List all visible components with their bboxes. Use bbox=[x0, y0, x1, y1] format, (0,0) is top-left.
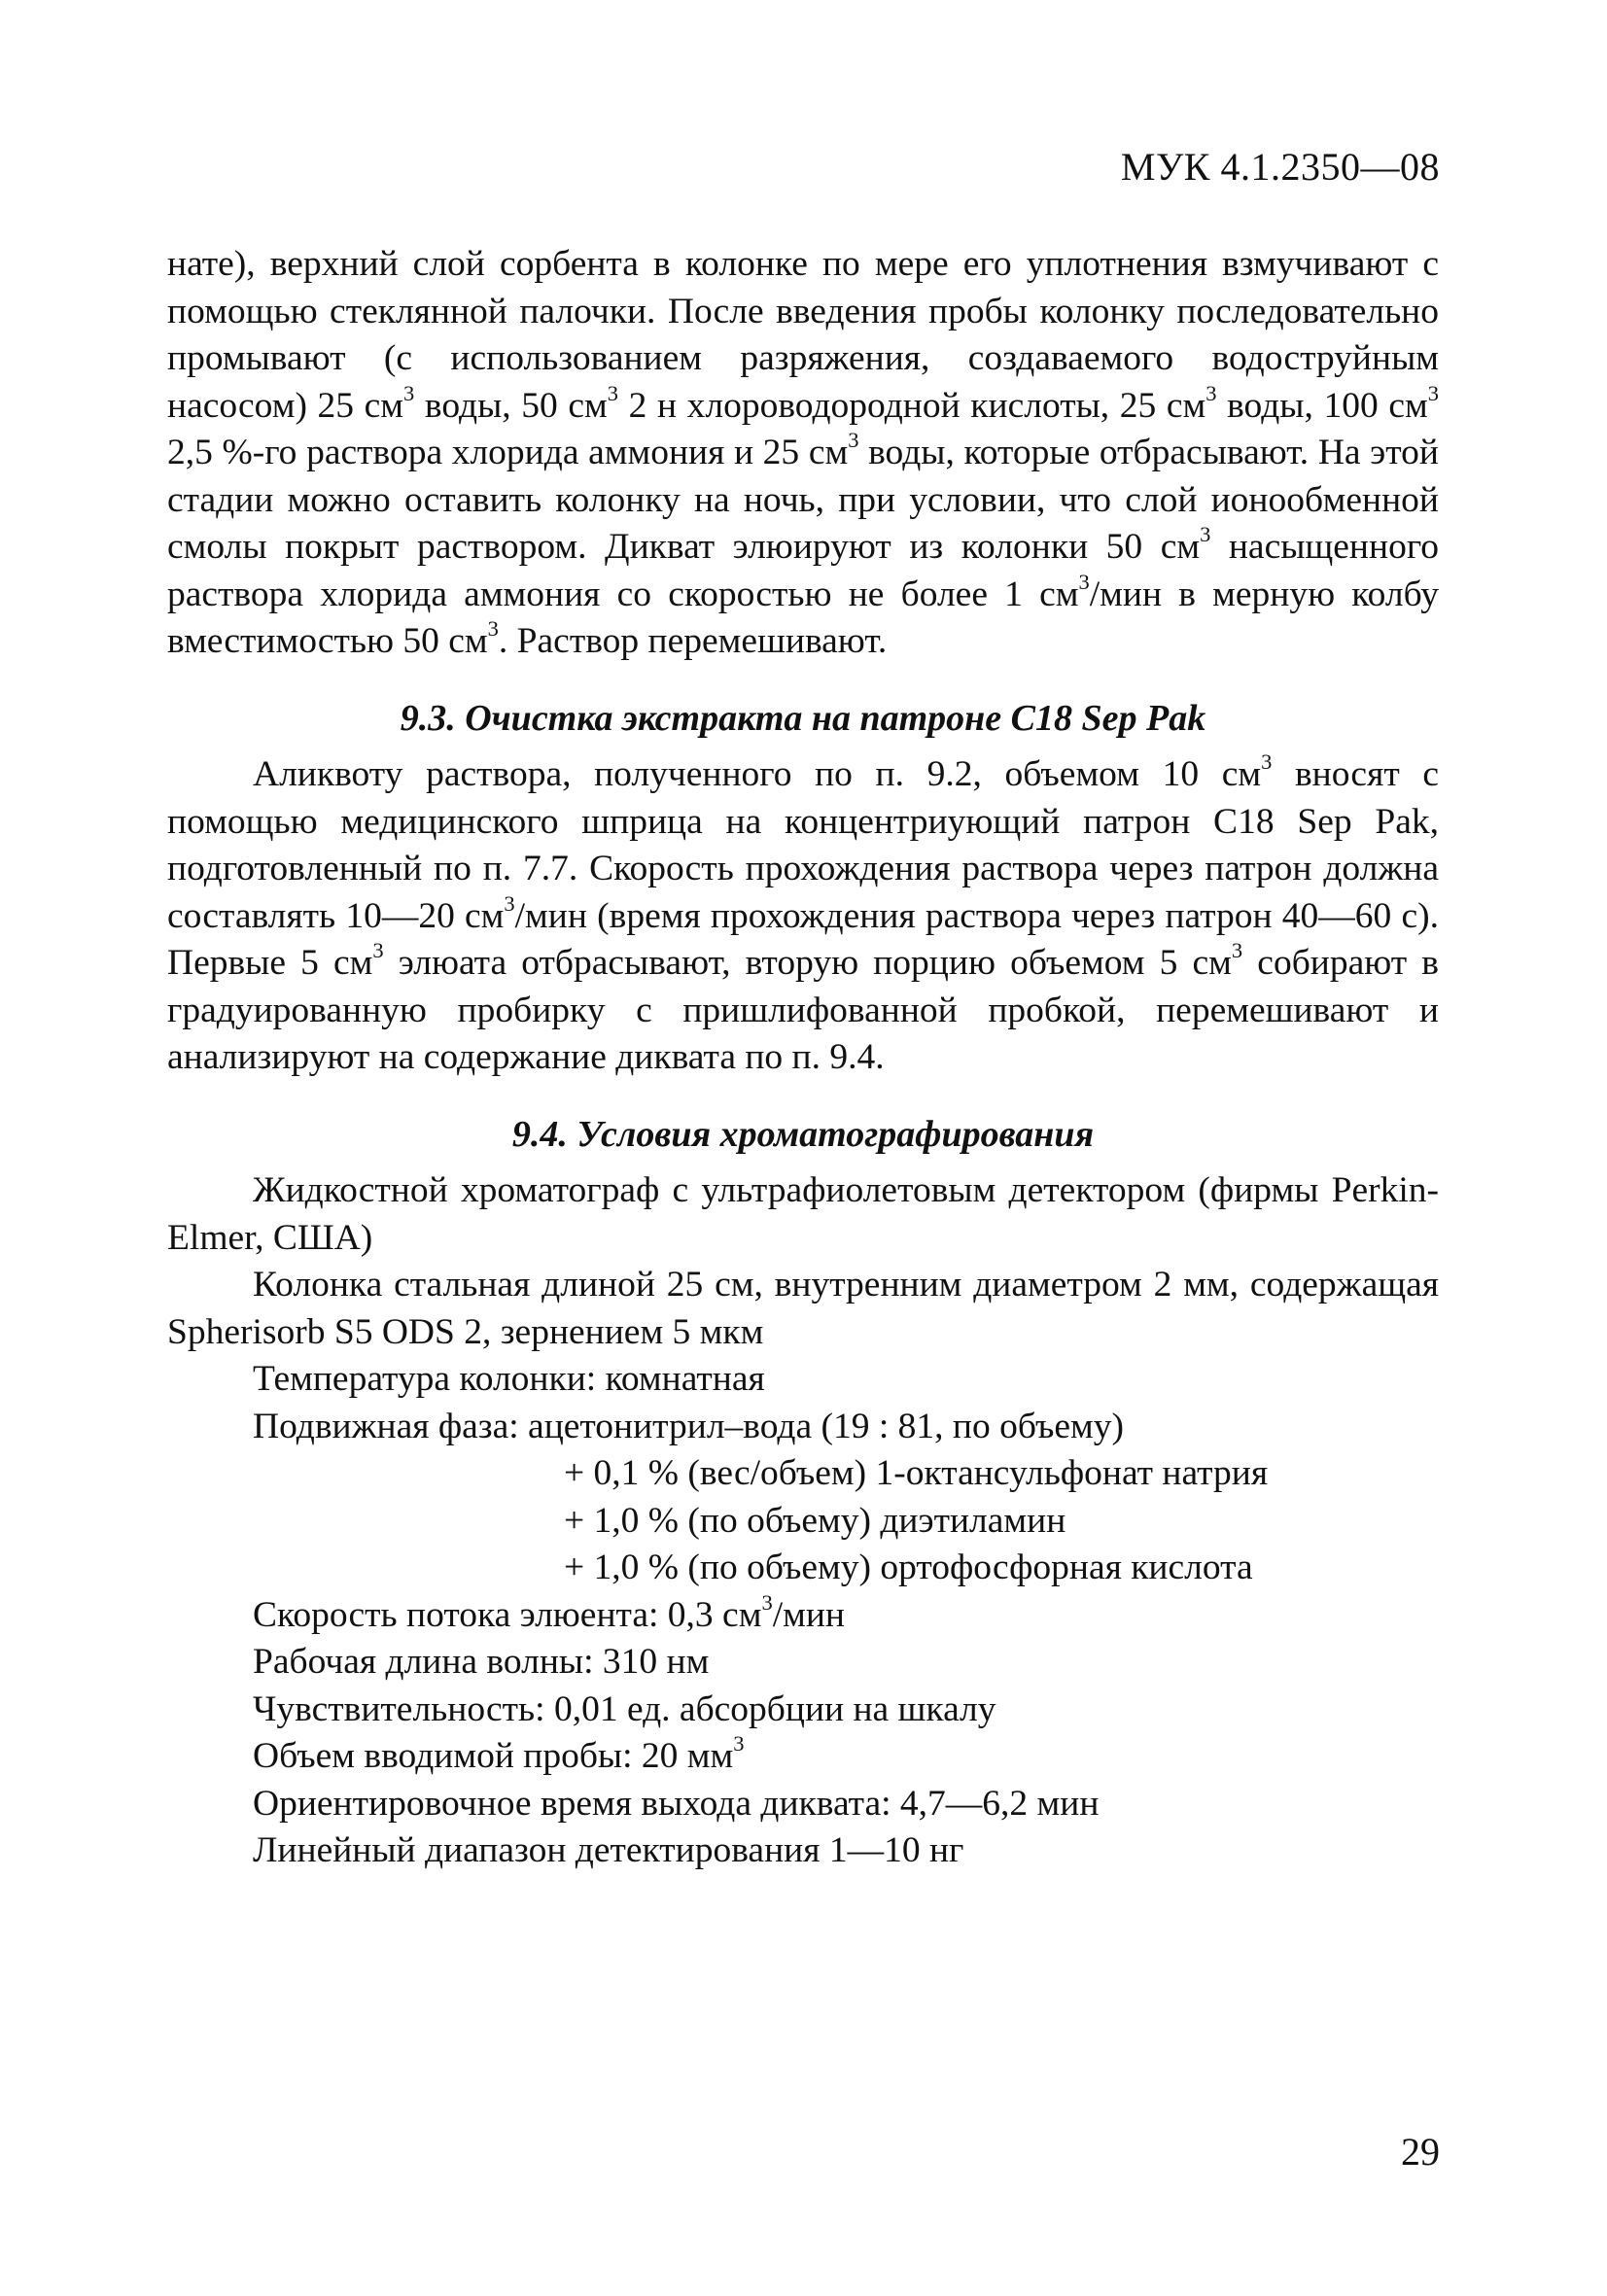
paragraph-elution bbox=[167, 241, 1439, 666]
elution-superscript: 3 bbox=[1427, 380, 1439, 405]
elution-text: воды, 100 см bbox=[1216, 385, 1428, 426]
cleanup-superscript: 3 bbox=[504, 890, 515, 916]
elution-text: воды, которые отбрасывают. На этой стадии можно оставить колонку на ночь, при условии, что слой ионообменной смолы покрыт раствором. Дикват элюируют из колонки 50 см bbox=[167, 433, 1439, 567]
elution-text: нате), верхний слой сорбента в колонке по мере его уплотнения взмучивают с помощью стеклянной палочки. После введения пробы колонку последовательно промывают (с использованием разряжения, создаваемого водоструйным насосом) 25 см bbox=[167, 244, 1439, 426]
cleanup-text: элюата отбрасывают, вторую порцию объемом 5 см bbox=[383, 943, 1232, 983]
condition-injection-volume bbox=[167, 1733, 1439, 1781]
cleanup-text: Аликвоту раствора, полученного по п. 9.2, объемом 10 см bbox=[253, 754, 1262, 794]
paragraph-column: Колонка стальная длиной 25 см, внутренним диаметром 2 мм, содержащая Spherisorb S5 ODS 2, зернением 5 мкм bbox=[167, 1265, 1439, 1352]
condition-linear-range: Линейный диапазон детектирования 1—10 нг bbox=[253, 1830, 964, 1870]
flow-rate-superscript: 3 bbox=[761, 1589, 773, 1615]
condition-mobile-phase: Подвижная фаза: ацетонитрил–вода (19 : 81, по объему) bbox=[253, 1406, 1125, 1446]
section-heading-9-4: 9.4. Условия хроматографирования bbox=[511, 1113, 1095, 1155]
elution-superscript: 3 bbox=[848, 428, 859, 453]
condition-additive-2: + 1,0 % (по объему) диэтиламин bbox=[564, 1500, 1066, 1541]
elution-text: насыщенного раствора хлорида аммония со скоростью не более 1 см bbox=[167, 527, 1440, 614]
injection-volume-superscript: 3 bbox=[733, 1731, 745, 1757]
elution-superscript: 3 bbox=[403, 380, 415, 405]
flow-rate-unit: /мин bbox=[772, 1594, 845, 1635]
elution-text: . Раствор перемешивают. bbox=[498, 621, 888, 661]
condition-temperature: Температура колонки: комнатная bbox=[253, 1359, 765, 1399]
elution-superscript: 3 bbox=[487, 616, 499, 642]
document-body bbox=[167, 241, 1439, 1875]
elution-text: /мин в мерную колбу вместимостью 50 см bbox=[167, 574, 1439, 661]
cleanup-text: /мин (время прохождения раствора через патрон 40—60 с). Первые 5 см bbox=[167, 895, 1439, 983]
condition-sensitivity: Чувствительность: 0,01 ед. абсорбции на шкалу bbox=[253, 1688, 996, 1729]
condition-flow-rate bbox=[167, 1589, 1439, 1640]
injection-volume-text: Объем вводимой пробы: 20 мм bbox=[253, 1736, 734, 1776]
condition-additive-1: + 0,1 % (вес/объем) 1-октансульфонат натрия bbox=[564, 1453, 1269, 1493]
elution-superscript: 3 bbox=[1078, 569, 1090, 594]
condition-retention-time: Ориентировочное время выхода диквата: 4,7—6,2 мин bbox=[253, 1783, 1100, 1824]
elution-text: 2,5 %-го раствора хлорида аммония и 25 см bbox=[167, 433, 849, 472]
cleanup-superscript: 3 bbox=[1231, 938, 1243, 963]
paragraph-cleanup bbox=[167, 751, 1439, 1082]
cleanup-text: собирают в градуированную пробирку с пришлифованной пробкой, перемешивают и анализируют на содержание диквата по п. 9.4. bbox=[167, 943, 1439, 1077]
elution-text: 2 н хлороводородной кислоты, 25 см bbox=[618, 385, 1206, 426]
elution-superscript: 3 bbox=[1200, 522, 1211, 547]
condition-wavelength: Рабочая длина волны: 310 нм bbox=[253, 1642, 710, 1682]
cleanup-text: вносят с помощью медицинского шприца на концентриующий патрон С18 Sep Pak, подготовленный по п. 7.7. Скорость прохождения раствора через патрон должна составлять 10—20 см bbox=[167, 754, 1439, 936]
paragraph-chromatograph: Жидкостной хроматограф с ультрафиолетовым детектором (фирмы Perkin-Elmer, США) bbox=[167, 1170, 1439, 1258]
elution-superscript: 3 bbox=[607, 380, 618, 405]
elution-superscript: 3 bbox=[1205, 380, 1217, 405]
condition-additive-3: + 1,0 % (по объему) ортофосфорная кислота bbox=[564, 1548, 1253, 1587]
cleanup-superscript: 3 bbox=[372, 938, 384, 963]
section-heading-9-3: 9.3. Очистка экстракта на патроне С18 Sep Pak bbox=[400, 697, 1206, 739]
cleanup-superscript: 3 bbox=[1261, 749, 1273, 775]
document-code-header: МУК 4.1.2350—08 bbox=[1120, 145, 1440, 189]
page-number: 29 bbox=[1401, 2130, 1440, 2174]
flow-rate-text: Скорость потока элюента: 0,3 см bbox=[253, 1594, 762, 1635]
elution-text: воды, 50 см bbox=[414, 385, 608, 426]
